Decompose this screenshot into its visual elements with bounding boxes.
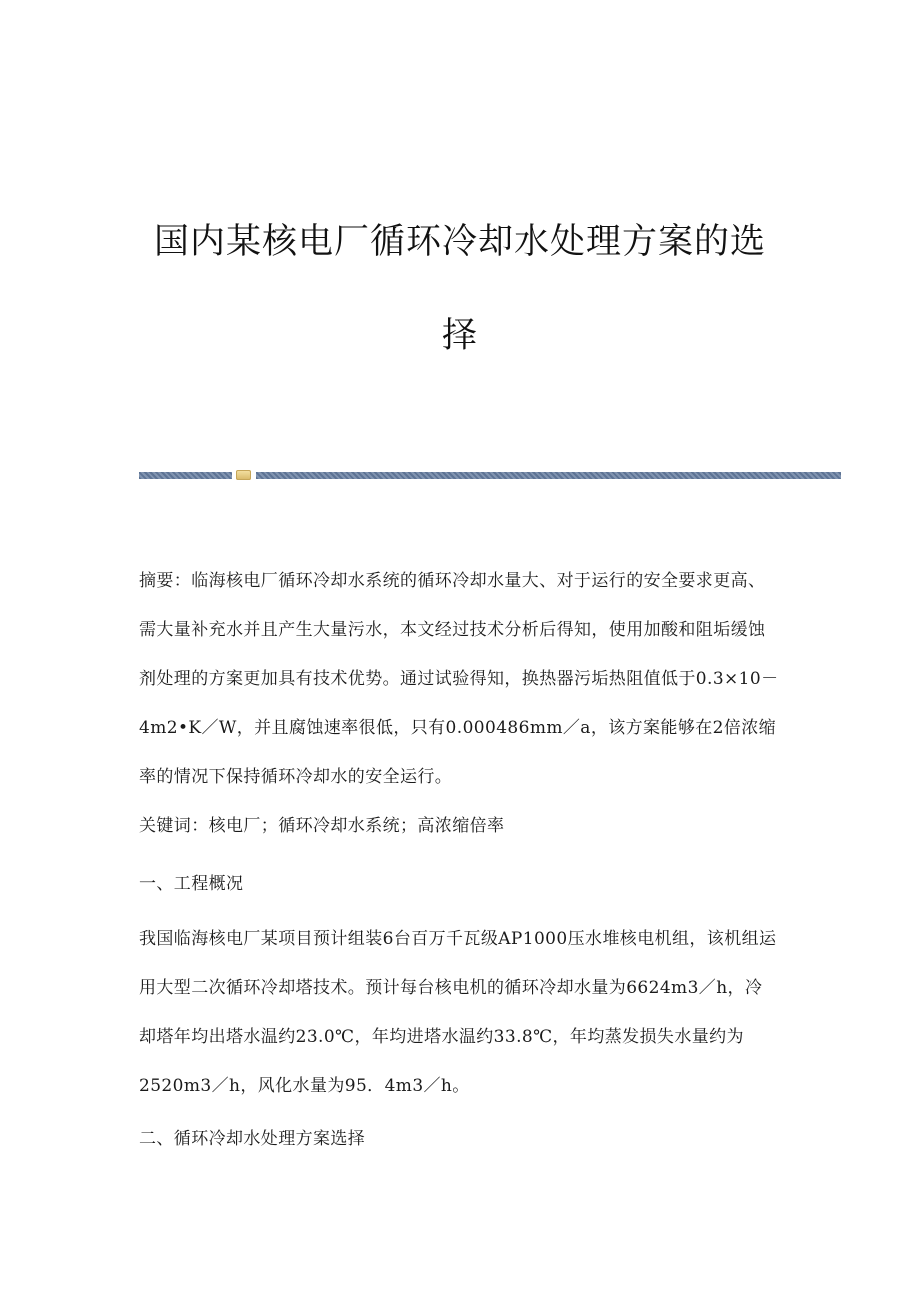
divider-bar-left: [139, 472, 232, 479]
section-2-heading: 二、循环冷却水处理方案选择: [139, 1129, 366, 1149]
title-divider: [139, 470, 841, 480]
section-1-paragraph: 我国临海核电厂某项目预计组装6台百万千瓦级AP1000压水堆核电机组，该机组运用大型二次循环冷却塔技术。预计每台核电机的循环冷却水量为6624m3／h，冷却塔年均出塔水温约23.0℃，年均进塔水温约33.8℃，年均蒸发损失水量约为2520m3／h，风化水量为95．4m3／h。: [139, 929, 777, 1096]
keywords-line: 关键词：核电厂；循环冷却水系统；高浓缩倍率: [139, 816, 505, 836]
document-title-line-2: 择: [441, 316, 478, 356]
divider-bar-right: [256, 472, 841, 479]
document-title-line-1: 国内某核电厂循环冷却水处理方案的选: [153, 222, 766, 262]
divider-ornament-icon: [236, 470, 251, 480]
section-1-heading: 一、工程概况: [139, 874, 244, 894]
abstract-paragraph: 摘要：临海核电厂循环冷却水系统的循环冷却水量大、对于运行的安全要求更高、需大量补充水并且产生大量污水，本文经过技术分析后得知，使用加酸和阻垢缓蚀剂处理的方案更加具有技术优势。通过试验得知，换热器污垢热阻值低于0.3×10－4m2•K／W，并且腐蚀速率很低，只有0.000486mm／a，该方案能够在2倍浓缩率的情况下保持循环冷却水的安全运行。: [139, 571, 779, 787]
